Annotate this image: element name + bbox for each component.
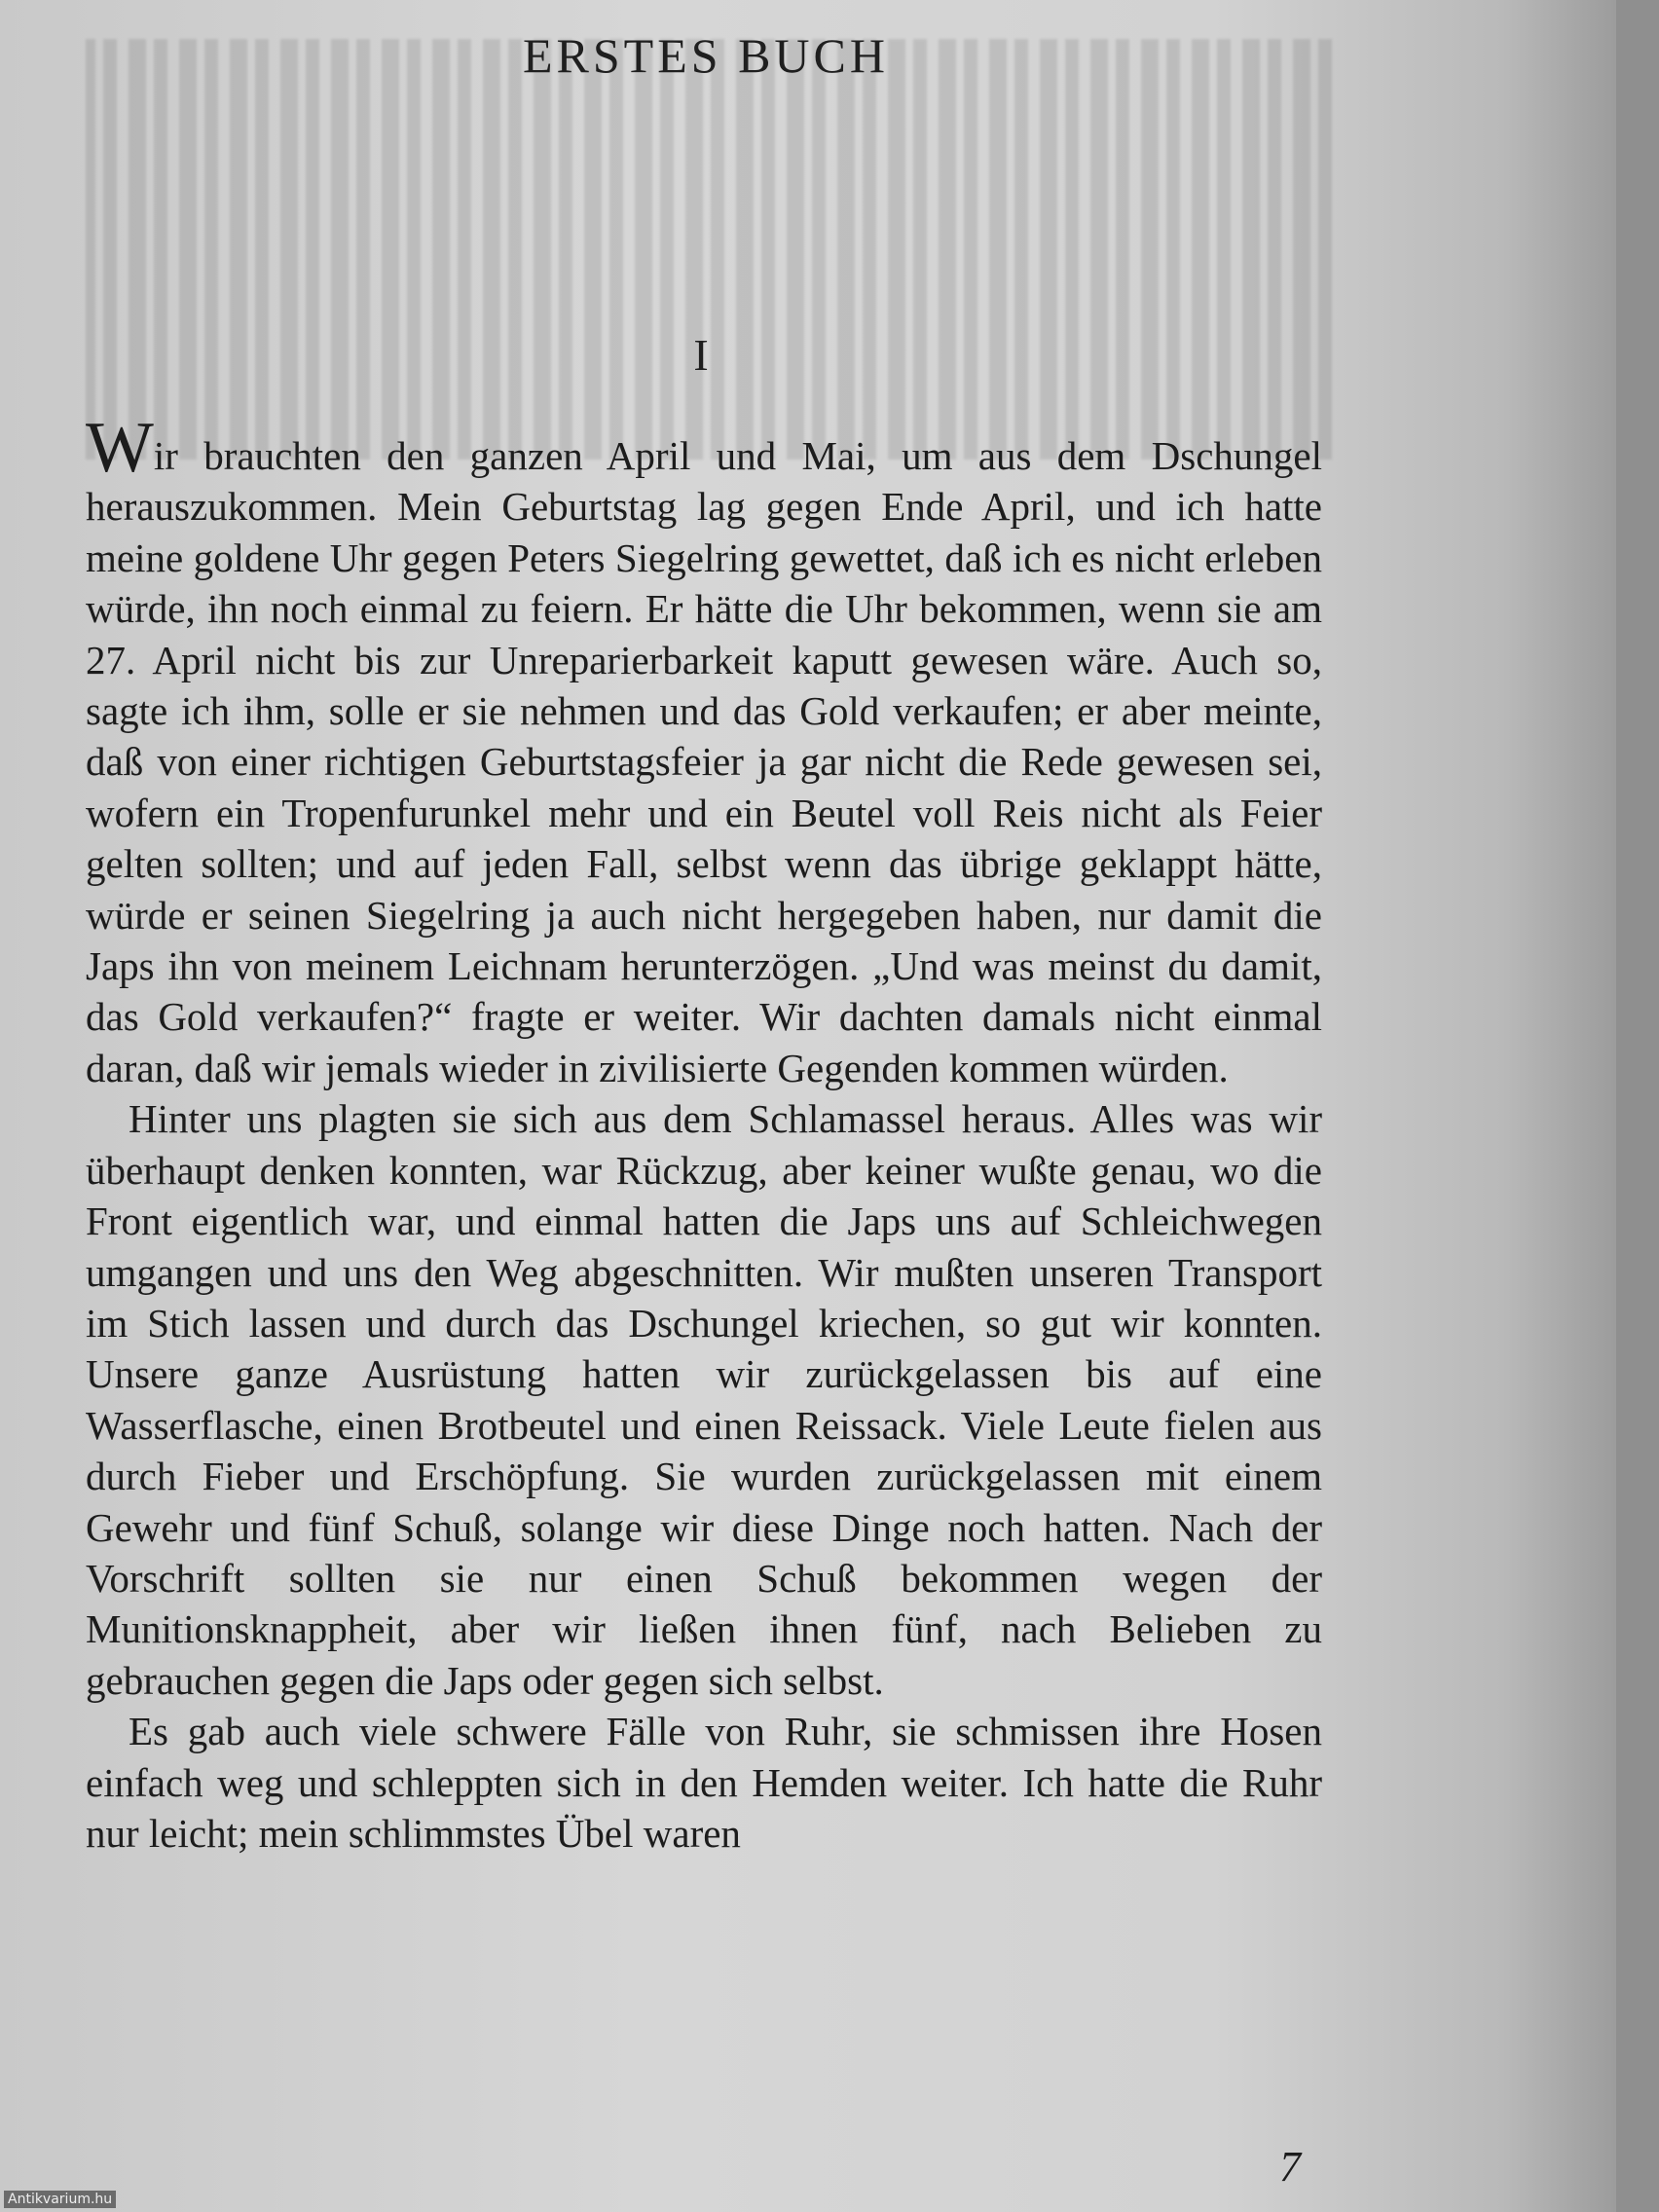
show-through-text [86, 39, 1332, 458]
paragraph-3: Es gab auch viele schwere Fälle von Ruhr, sie schmissen ihre Hosen einfach weg und schleppten sich in den Hemden weiter. Ich hatte die Ruhr nur leicht; mein schlimmstes Übel waren [86, 1709, 1322, 1856]
paragraph-1-text: ir brauchten den ganzen April und Mai, um aus dem Dschungel herauszukommen. Mein Geburtstag lag gegen Ende April, und ich hatte meine goldene Uhr gegen Peters Siegelring gewettet, daß ich es nicht erleben würde, ihn noch einmal zu feiern. Er hätte die Uhr bekommen, wenn sie am 27. April nicht bis zur Unreparierbarkeit kaputt gewesen wäre. Auch so, sagte ich ihm, solle er sie nehmen und das Gold verkaufen; er aber meinte, daß von einer richtigen Geburtstagsfeier ja gar nicht die Rede gewesen sei, wofern ein Tropenfurunkel mehr und ein Beutel voll Reis nicht als Feier gelten sollten; und auf jeden Fall, selbst wenn das übrige geklappt hätte, würde er seinen Siegelring ja auch nicht hergegeben haben, nur damit die Japs ihn von meinem Leichnam herunterzögen. „Und was meinst du damit, das Gold verkaufen?“ fragte er weiter. Wir dachten damals nicht einmal daran, daß wir jemals wieder in zivilisierte Gegenden kommen würden. [86, 433, 1322, 1090]
chapter-number: I [693, 330, 709, 380]
watermark: Antikvarium.hu [4, 2191, 116, 2208]
paragraph-1 [86, 408, 1322, 1093]
drop-initial: W [86, 408, 154, 488]
page-number: 7 [1279, 2143, 1301, 2191]
book-title: ERSTES BUCH [522, 28, 889, 83]
paragraph-2: Hinter uns plagten sie sich aus dem Schlamassel heraus. Alles was wir überhaupt denken konnten, war Rückzug, aber keiner wußte genau, wo die Front eigentlich war, und einmal hatten die Japs uns auf Schleichwegen umgangen und uns den Weg abgeschnitten. Wir mußten unseren Transport im Stich lassen und durch das Dschungel kriechen, so gut wir konnten. Unsere ganze Ausrüstung hatten wir zurückgelassen bis auf eine Wasserflasche, einen Brotbeutel und einen Reissack. Viele Leute fielen aus durch Fieber und Erschöpfung. Sie wurden zurückgelassen mit einem Gewehr und fünf Schuß, solange wir diese Dinge noch hatten. Nach der Vorschrift sollten sie nur einen Schuß bekommen wegen der Munitionsknappheit, aber wir ließen ihnen fünf, nach Belieben zu gebrauchen gegen die Japs oder gegen sich selbst. [86, 1096, 1322, 1703]
body-text [86, 408, 1322, 1859]
